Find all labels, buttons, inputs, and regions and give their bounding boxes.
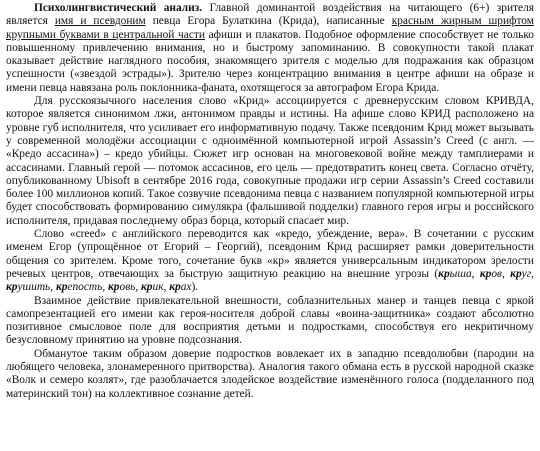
example-word: крах bbox=[169, 281, 192, 294]
section-lead-heading: Психолингвистический анализ. bbox=[34, 2, 203, 14]
paragraph-deceived-trust: Обманутое таким образом доверие подростков вовлекает их в западню псевдолюбви (пародии на любящего человека, злонамеренного притворства). Аналогия такого обмана есть в русской народной сказке «Волк и семеро козлят», где разоблачается злодейское воздействие изменённого голоса (подделанного под материнский тон) на коллективное сознание детей. bbox=[6, 347, 534, 400]
text-run: Главной доминантой воздействия на читающего (6+) зрителя является bbox=[6, 2, 534, 28]
text-run: афиши и плакатов. Подобное оформление способствует не только повышенному привлечению внимания, но и быстрому запоминанию. В совокупности такой плакат оказывает действие наглядного пособия, знакомящего зрителя с моделью для подражания как образцом успешности («звездой эстрады»). Зрителю через концентрацию внимания в центре афиши на образе и имени певца навязана роль поклонника-фаната, охотящегося за автографом Егора Крида. bbox=[6, 28, 534, 94]
example-word: крепость bbox=[55, 281, 103, 294]
example-word: крыша bbox=[438, 267, 472, 280]
underlined-phrase: красным жирным шрифтом крупными буквами в центральной части bbox=[6, 15, 534, 41]
underlined-phrase: имя и псевдоним bbox=[54, 15, 146, 28]
text-run: певца Егора Булаткина (Крида), написанные bbox=[145, 15, 392, 28]
example-word: кров bbox=[479, 267, 502, 280]
paragraph-krid-associations: Для русскоязычного населения слово «Крид» ассоциируется с древнерусским словом КРИВДА, которое является синонимом лжи, антонимом правды и истины. На афише слово КРИД расположено на уровне губ исполнителя, что усиливает его информативную подачу. Также псевдоним Крид может вызывать у современной молодёжи ассоциации с одноимённой компьютерной игрой Assassin’s Creed (с англ. — «Кредо ассасина») – кредо убийцы. Сюжет игр основан на многовековой войне между тамплиерами и ассасинами. Главный герой — потомок ассасинов, его цель — предотвратить конец света. Согласно отчёту, опубликованному Ubisoft в сентябре 2016 года, совокупные продажи игр серии Assassin’s Creed составили более 100 миллионов копий. Такое созвучие псевдонима певца с названием популярной компьютерной игры будет способствовать формированию симулякра (фальшивой подделки) главного героя игры и российского исполнителя, придавая последнему образ борца, который спасает мир. bbox=[6, 95, 534, 227]
example-word: крушить bbox=[6, 281, 51, 294]
paragraph-psycholinguistic-analysis bbox=[6, 2, 534, 95]
example-word: кровь bbox=[108, 281, 136, 294]
paragraph-creed-meaning: Слово «creed» с английского переводится как «кредо, убеждение, вера». В сочетании с русским именем Егор (упрощённое от Егорий – Георгий), псевдоним Крид расширяет рамки доверительности общения со зрителем. Кроме того, сочетание букв «кр» является универсальным индикатором зрелости речевых центров, отвечающих за быструю защитную реакцию на внешние угрозы (крыша, кров, круг, крушить, крепость, кровь, крик, крах). bbox=[6, 228, 534, 294]
example-word: круг bbox=[510, 267, 532, 280]
example-word: крик bbox=[141, 281, 164, 294]
paragraph-mutual-effect: Взаимное действие привлекательной внешности, соблазнительных манер и танцев певца с яркой самопрезентацией его имени как героя-носителя доброй славы «воина-защитника» создают абсолютно позитивное смысловое поле для восприятия детьми и подростками, способствуя его некритичному безусловному принятию на уровне подсознания. bbox=[6, 294, 534, 347]
text-run: Слово «creed» с английского переводится как «кредо, убеждение, вера». В сочетании с русским именем Егор (упрощённое от Егорий – Георгий), псевдоним Крид расширяет рамки доверительности общения со зрителем. Кроме того, сочетание букв «кр» является универсальным индикатором зрелости речевых центров, отвечающих за быструю защитную реакцию на внешние угрозы ( bbox=[6, 228, 534, 280]
